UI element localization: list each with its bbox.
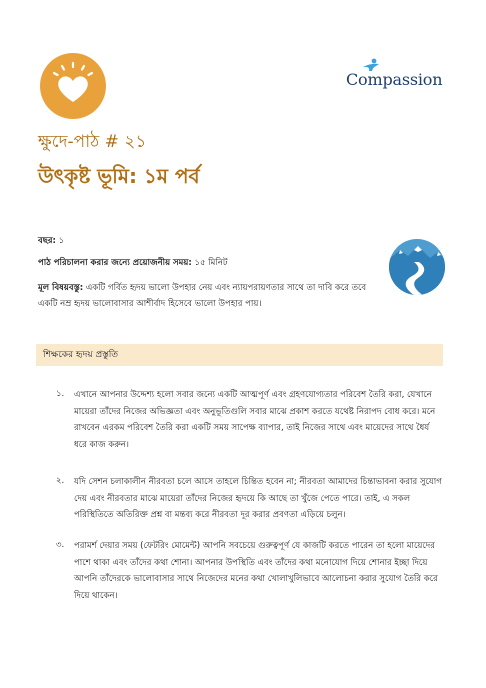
lesson-number: ক্ষুদে-পাঠ # ২১ xyxy=(38,132,147,152)
time-line xyxy=(38,256,228,270)
river-illustration xyxy=(388,238,446,296)
compassion-logo xyxy=(346,58,446,92)
year-label: বছর: xyxy=(38,236,56,246)
year-line xyxy=(38,234,64,248)
list-item: এখানে আপনার উদ্দেশ্য হলো সবার জন্যে একটি আত্মপূর্ণ এবং গ্রহণযোগ্যতার পরিবেশ তৈরি করা, যেখানে মায়েরা তাঁদের নিজের অভিজ্ঞতা এবং অনুভূতিগুলি সবার মাঝে প্রকাশ করতে যথেষ্ট নিরাপদ বোধ করে। মনে রাখবেন এরকম পরিবেশ তৈরি করা একটি সময় সাপেক্ষ ব্যাপার, তাই নিজের সাথে এবং মায়েদের সাথে ধৈর্য ধরে কাজ করুন। xyxy=(74,390,436,450)
item-number: ২. xyxy=(56,476,65,486)
heart-badge xyxy=(40,53,106,119)
item-number: ৩. xyxy=(56,540,65,550)
core-label: মূল বিষয়বস্তু: xyxy=(38,283,84,293)
heart-icon xyxy=(40,53,106,119)
year-value: ১ xyxy=(58,236,65,246)
time-value: ১৫ মিনিট xyxy=(194,258,228,268)
list-item: পরামর্শ দেয়ার সময় (ফেটরিং মোমেন্ট) আপনি সবচেয়ে গুরুত্বপূর্ণ যে কাজটি করতে পারেন তা হলো মায়েদের পাশে থাকা এবং তাঁদের কথা শোনা। আপনার উপস্থিতি এবং তাঁদের কথা মনোযোগ দিয়ে শোনার ইচ্ছা দিয়ে আপনি তাঁদেরকে ভালোবাসার সাথে নিজেদের মনের কথা খোলাখুলিভাবে আলোচনা করার সুযোগ তৈরি করে দিয়ে থাকেন। xyxy=(74,541,438,601)
core-text: একটি গর্বিত হৃদয় ভালো উপহার নেয় এবং ন্যায়পরায়ণতার সাথে তা দাবি করে তবে একটি নম্র হৃদয় ভালোবাসার আশীর্বাদ হিসেবে ভালো উপহার পায়। xyxy=(38,283,367,309)
river-icon xyxy=(388,238,446,296)
section-header: শিক্ষকের হৃদয় প্রস্তুতি xyxy=(36,344,443,366)
list-item: যদি সেশন চলাকালীন নীরবতা চলে আসে তাহলে চিন্তিত হবেন না; নীরবতা আমাদের চিন্তাভাবনা করার সুযোগ দেয় এবং নীরবতার মাঝে মায়েরা তাঁদের নিজের হৃদয়ে কি আছে তা খুঁজে পেতে পারে। তাই, এ সকল পরিস্থিতিতে অতিরিক্ত প্রশ্ন বা মন্তব্য করে নীরবতা দূর করার প্রবণতা এড়িয়ে চলুন। xyxy=(74,477,442,520)
lesson-title: উৎকৃষ্ট ভূমি: ১ম পর্ব xyxy=(38,164,200,188)
time-label: পাঠ পরিচালনা করার জন্যে প্রয়োজনীয় সময়: xyxy=(38,258,192,268)
logo-wordmark: Compassion xyxy=(346,70,443,89)
core-message xyxy=(38,280,383,312)
item-number: ১. xyxy=(56,389,65,399)
